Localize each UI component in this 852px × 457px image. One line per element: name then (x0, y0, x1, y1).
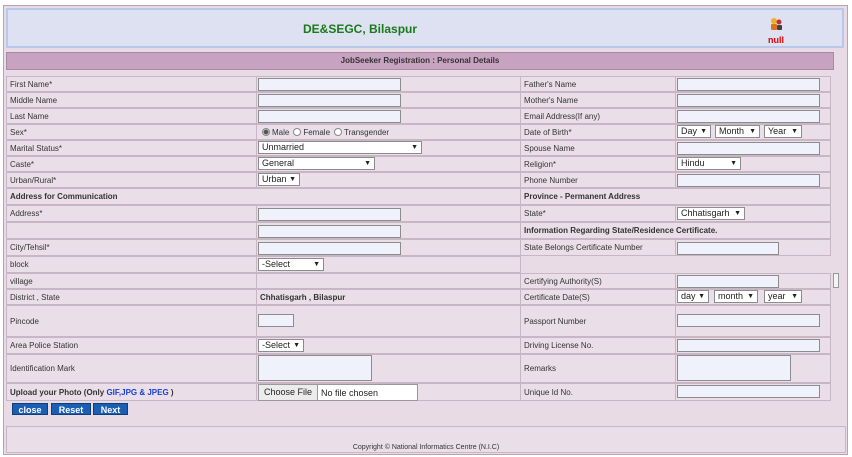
scrollbar[interactable] (833, 273, 839, 288)
residence-info-heading: Information Regarding State/Residence Certificate. (520, 222, 831, 239)
id-mark-label: Identification Mark (6, 354, 257, 383)
remarks-label: Remarks (520, 354, 676, 383)
cert-day-select[interactable]: day ▼ (677, 290, 709, 303)
cert-date-label: Certificate Date(S) (520, 289, 676, 305)
driving-license-label: Driving License No. (520, 337, 676, 354)
pincode-label: Pincode (6, 305, 257, 337)
sex-options: Male Female Transgender (256, 124, 521, 140)
upload-photo-label: Upload your Photo (Only GIF,JPG & JPEG ) (6, 383, 257, 401)
phone-input[interactable] (677, 174, 820, 187)
phone-label: Phone Number (520, 172, 676, 188)
site-title: DE&SEGC, Bilaspur (303, 22, 418, 36)
sex-transgender-radio[interactable] (334, 128, 342, 136)
caste-select[interactable]: General ▼ (258, 157, 375, 170)
pincode-input[interactable] (258, 314, 294, 327)
remarks-textarea[interactable] (677, 355, 791, 381)
mother-name-input[interactable] (677, 94, 820, 107)
block-label: block (6, 256, 257, 273)
police-station-label: Area Police Station (6, 337, 257, 354)
form-title: JobSeeker Registration : Personal Details (6, 52, 834, 70)
last-name-input[interactable] (258, 110, 401, 123)
close-button[interactable]: close (12, 403, 48, 415)
dob-month-select[interactable]: Month ▼ (715, 125, 760, 138)
block-select[interactable]: -Select ▼ (258, 258, 324, 271)
last-name-label: Last Name (6, 108, 257, 124)
marital-status-select[interactable]: Unmarried ▼ (258, 141, 422, 154)
address-blank-label (6, 222, 257, 239)
village-cell (256, 273, 521, 289)
police-station-select[interactable]: -Select ▼ (258, 339, 304, 352)
city-input[interactable] (258, 242, 401, 255)
photo-file-input[interactable]: Choose File No file chosen (258, 384, 418, 401)
unique-id-input[interactable] (677, 385, 820, 398)
dob-day-select[interactable]: Day ▼ (677, 125, 711, 138)
user-name: null (768, 35, 784, 45)
header-banner (6, 8, 844, 48)
cert-number-input[interactable] (677, 242, 779, 255)
mother-name-label: Mother's Name (520, 92, 676, 108)
email-label: Email Address(If any) (520, 108, 676, 124)
spouse-input[interactable] (677, 142, 820, 155)
choose-file-button[interactable]: Choose File (259, 385, 318, 400)
address-label: Address* (6, 205, 257, 222)
sex-male-radio[interactable] (262, 128, 270, 136)
footer (6, 426, 846, 453)
cert-number-label: State Belongs Certificate Number (520, 239, 676, 256)
dob-label: Date of Birth* (520, 124, 676, 140)
first-name-label: First Name* (6, 76, 257, 92)
district-state-label: District , State (6, 289, 257, 305)
state-select[interactable]: Chhatisgarh ▼ (677, 207, 745, 220)
district-state-value: Chhatisgarh , Bilaspur (256, 289, 521, 305)
address-line2-input[interactable] (258, 225, 401, 238)
pincode-cell (256, 305, 521, 337)
passport-label: Passport Number (520, 305, 676, 337)
state-label: State* (520, 205, 676, 222)
village-label: village (6, 273, 257, 289)
city-label: City/Tehsil* (6, 239, 257, 256)
middle-name-label: Middle Name (6, 92, 257, 108)
urban-rural-label: Urban/Rural* (6, 172, 257, 188)
next-button[interactable]: Next (93, 403, 128, 415)
dob-year-select[interactable]: Year ▼ (764, 125, 802, 138)
copyright-text: Copyright © National Informatics Centre (N.I.C) (352, 444, 500, 451)
religion-label: Religion* (520, 156, 676, 172)
caste-label: Caste* (6, 156, 257, 172)
marital-status-label: Marital Status* (6, 140, 257, 156)
id-mark-textarea[interactable] (258, 355, 372, 381)
first-name-input[interactable] (258, 78, 401, 91)
father-name-label: Father's Name (520, 76, 676, 92)
reset-button[interactable]: Reset (51, 403, 91, 415)
cert-authority-label: Certifying Authority(S) (520, 273, 676, 289)
driving-license-input[interactable] (677, 339, 820, 352)
father-name-input[interactable] (677, 78, 820, 91)
cert-month-select[interactable]: month ▼ (714, 290, 758, 303)
passport-input[interactable] (677, 314, 820, 327)
address-line1-input[interactable] (258, 208, 401, 221)
sex-female-radio[interactable] (293, 128, 301, 136)
address-comm-heading: Address for Communication (6, 188, 521, 205)
urban-rural-select[interactable]: Urban ▼ (258, 173, 300, 186)
religion-select[interactable]: Hindu ▼ (677, 157, 741, 170)
province-heading: Province - Permanent Address (520, 188, 831, 205)
spouse-label: Spouse Name (520, 140, 676, 156)
email-input[interactable] (677, 110, 820, 123)
cert-authority-input[interactable] (677, 275, 779, 288)
sex-label: Sex* (6, 124, 257, 140)
user-icon[interactable] (769, 17, 783, 31)
unique-id-label: Unique Id No. (520, 383, 676, 401)
middle-name-input[interactable] (258, 94, 401, 107)
cert-year-select[interactable]: year ▼ (764, 290, 802, 303)
